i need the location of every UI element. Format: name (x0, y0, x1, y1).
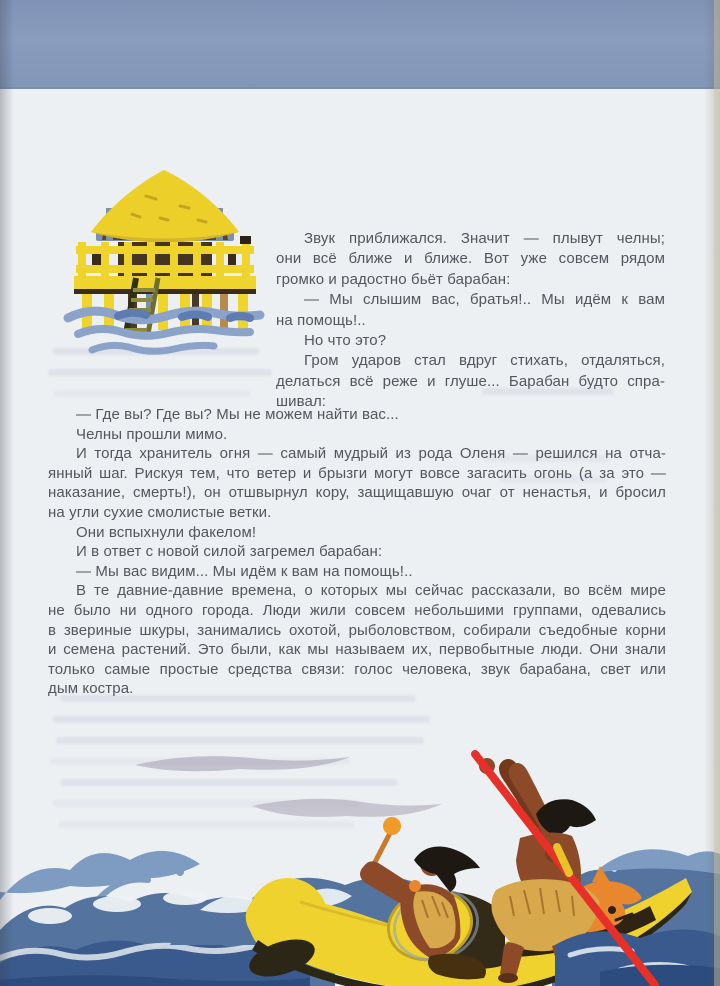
header-band (0, 0, 720, 89)
text-line: Челны прошли мимо. (76, 425, 228, 443)
bleedthrough-streak (48, 369, 272, 376)
page-left-edge-shadow (0, 0, 14, 986)
canoe-scene-illustration (0, 740, 720, 986)
text-line: Они вспыхнули факелом! (76, 523, 257, 541)
paragraph-beside-illustration (276, 229, 665, 413)
text-line: И тогда хранитель огня — самый мудрый из рода Оленя — решился на отча- (76, 445, 666, 463)
cloud-shape (135, 756, 350, 771)
text-line: на помощь!.. (276, 311, 366, 329)
text-line: Гром ударов стал вдруг стихать, отдаляться, (304, 352, 665, 370)
text-line: в звериные шкуры, занимались охотой, рыболовством, собирали съедобные корни (48, 621, 666, 639)
text-line: наказание, смерть!), он отшвырнул кору, защищавшую очаг от ненастья, и бросил (48, 484, 666, 502)
text-line: и семена растений. Это были, как мы называем их, первобытные люди. Они знали (48, 641, 666, 659)
text-line: на угли сухие смолистые ветки. (48, 503, 272, 521)
text-line: Но что это? (304, 332, 387, 350)
text-line: — Мы вас видим... Мы идём к вам на помощь!.. (76, 562, 413, 580)
text-line: В те давние-давние времена, о которых мы сейчас рассказали, во всём мире (76, 582, 666, 600)
text-line: не было ни одного города. Люди жили совсем небольшими группами, одевались (48, 601, 666, 619)
text-line: только самые простые средства связи: голос человека, звук барабана, свет или (48, 660, 666, 678)
text-line: И в ответ с новой силой загремел барабан: (76, 543, 383, 561)
body-text (48, 405, 666, 699)
page-right-edge-strip (714, 0, 720, 986)
text-line: громко и радостно бьёт барабан: (276, 270, 511, 288)
stilt-hut-illustration (62, 170, 267, 365)
text-line: делаться всё реже и глуше... Барабан будто спра- (276, 372, 665, 390)
text-line: янный шаг. Рискуя тем, что ветер и брызги могут вовсе загасить огонь (а за это — (48, 464, 666, 482)
mallet-head (383, 817, 401, 835)
text-line: — Где вы? Где вы? Мы не можем найти вас... (76, 406, 399, 423)
text-line: Звук приближался. Значит — плывут челны; (304, 230, 665, 247)
text-line: дым костра. (48, 680, 134, 698)
text-line: шивал: (276, 393, 327, 411)
bleedthrough-streak (54, 390, 250, 397)
cloud-shape (252, 799, 442, 817)
text-line: они всё ближе и ближе. Вот уже совсем рядом (276, 250, 665, 268)
bleedthrough-streak (52, 716, 430, 723)
text-line: — Мы слышим вас, братья!.. Мы идём к вам (304, 291, 665, 309)
